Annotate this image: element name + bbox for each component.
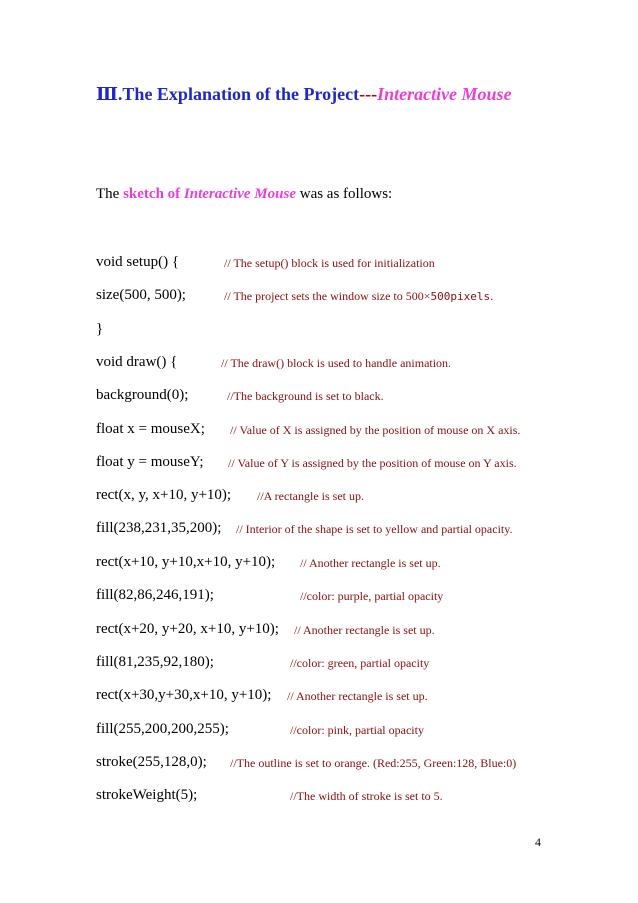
- code-comment: // Another rectangle is set up.: [287, 689, 428, 703]
- code-comment: //The width of stroke is set to 5.: [290, 789, 443, 803]
- intro-sentence: [96, 186, 392, 203]
- code-comment: //color: green, partial opacity: [290, 656, 430, 670]
- code-comment-end: .: [490, 289, 494, 303]
- page-number: 4: [535, 835, 541, 849]
- code-comment: //The outline is set to orange. (Red:255, Green:128, Blue:0): [230, 756, 517, 770]
- code-comment-main: // The project sets the window size to 500×: [224, 289, 431, 303]
- code-comment: //A rectangle is set up.: [257, 489, 364, 503]
- section-title: .The Explanation of the Project: [117, 84, 360, 104]
- code-comment: // The setup() block is used for initialization: [224, 256, 435, 270]
- code-comment: // Another rectangle is set up.: [294, 623, 435, 637]
- intro-name: Interactive Mouse: [183, 186, 296, 202]
- code-text: rect(x, y, x+10, y+10);: [96, 487, 232, 503]
- code-comment: // Value of X is assigned by the position of mouse on X axis.: [230, 423, 521, 437]
- code-text: stroke(255,128,0);: [96, 754, 207, 770]
- code-comment: //color: pink, partial opacity: [290, 723, 424, 737]
- code-text: fill(238,231,35,200);: [96, 520, 222, 536]
- code-text: float y = mouseY;: [96, 454, 204, 470]
- code-text: float x = mouseX;: [96, 421, 205, 437]
- code-comment: //The background is set to black.: [227, 389, 384, 403]
- code-comment-mono: 500pixels: [430, 290, 491, 303]
- code-comment: // Interior of the shape is set to yellow and partial opacity.: [236, 522, 513, 536]
- section-subtitle: Interactive Mouse: [377, 84, 512, 104]
- code-text: size(500, 500);: [96, 287, 186, 303]
- code-text: strokeWeight(5);: [96, 787, 198, 803]
- code-comment: // Another rectangle is set up.: [300, 556, 441, 570]
- section-heading: [96, 84, 512, 105]
- intro-suffix: was as follows:: [295, 186, 393, 202]
- code-text: fill(82,86,246,191);: [96, 587, 214, 603]
- code-text: fill(255,200,200,255);: [96, 721, 229, 737]
- code-text: fill(81,235,92,180);: [96, 654, 214, 670]
- section-dash: ---: [359, 84, 378, 104]
- section-number: Ⅲ: [96, 84, 118, 104]
- code-text: }: [96, 321, 104, 337]
- code-text: rect(x+30,y+30,x+10, y+10);: [96, 687, 272, 703]
- code-text: background(0);: [96, 387, 189, 403]
- intro-prefix: The: [96, 186, 124, 202]
- code-text: void draw() {: [96, 354, 178, 370]
- code-comment: [224, 289, 493, 304]
- code-text: void setup() {: [96, 254, 180, 270]
- code-comment: // The draw() block is used to handle animation.: [221, 356, 452, 370]
- code-text: rect(x+10, y+10,x+10, y+10);: [96, 554, 276, 570]
- intro-sketch: sketch of: [123, 186, 184, 202]
- code-comment: //color: purple, partial opacity: [300, 589, 444, 603]
- code-text: rect(x+20, y+20, x+10, y+10);: [96, 621, 279, 637]
- code-comment: // Value of Y is assigned by the position of mouse on Y axis.: [228, 456, 517, 470]
